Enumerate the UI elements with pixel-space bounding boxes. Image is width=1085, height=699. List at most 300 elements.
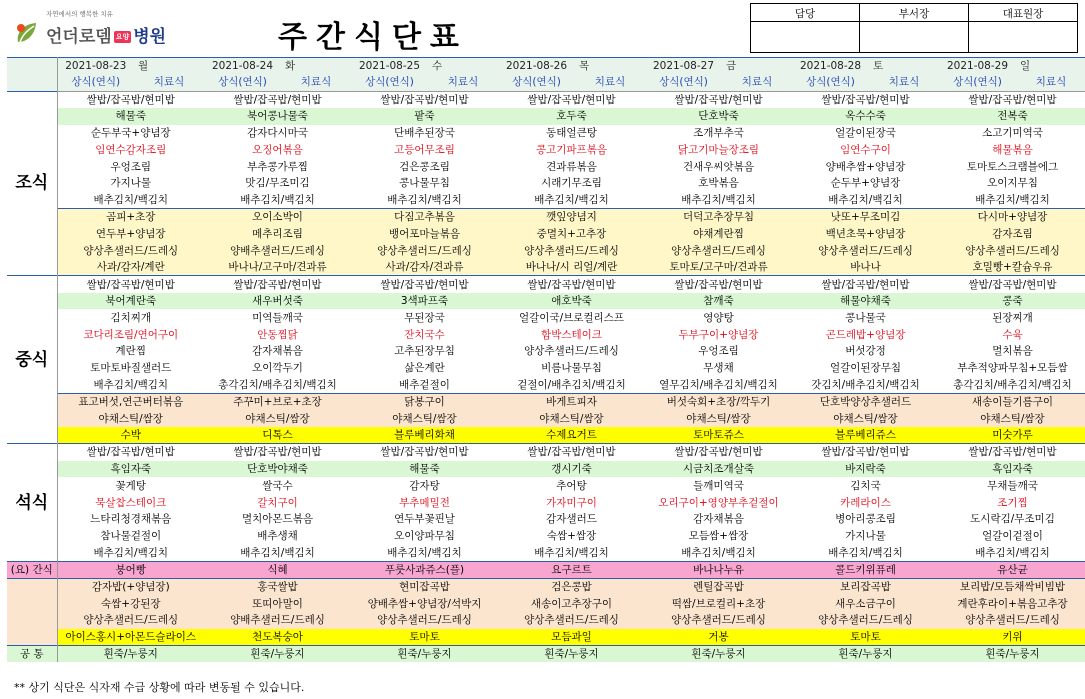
meal-type-cell: 치료식 bbox=[428, 74, 498, 91]
weekday-cell: 월 bbox=[134, 58, 204, 75]
menu-item-cell: 배추김치/백김치 bbox=[204, 545, 351, 562]
menu-item-cell: 뱅어포마늘볶음 bbox=[351, 225, 498, 242]
menu-item-cell: 곰피+초장 bbox=[57, 209, 204, 226]
common-item-cell: 흰죽/누룽지 bbox=[204, 646, 351, 663]
meal-type-cell: 상식(연식) bbox=[939, 74, 1016, 91]
menu-item-cell: 바나나 bbox=[792, 259, 939, 276]
date-cell: 2021-08-26 bbox=[498, 58, 575, 75]
page-title: 주간식단표 bbox=[278, 20, 468, 55]
approval-label: 담당 bbox=[751, 4, 860, 22]
menu-row bbox=[7, 108, 1085, 125]
menu-item-cell: 배추겉절이 bbox=[351, 377, 498, 394]
menu-item-cell: 배추김치/백김치 bbox=[645, 545, 792, 562]
menu-item-cell: 전복죽 bbox=[939, 108, 1085, 125]
menu-item-cell: 감자채볶음 bbox=[204, 343, 351, 360]
menu-item-cell: 버섯숙회+초장/깍두기 bbox=[645, 393, 792, 410]
common-item-cell: 흰죽/누룽지 bbox=[57, 646, 204, 663]
menu-item-cell: 야채스틱/쌈장 bbox=[204, 410, 351, 427]
menu-item-cell: 곤드레밥+양념장 bbox=[792, 326, 939, 343]
common-label: 공 통 bbox=[7, 646, 57, 663]
menu-item-cell: 동태얼큰탕 bbox=[498, 125, 645, 142]
menu-item-cell: 양배추샐러드/드레싱 bbox=[204, 612, 351, 629]
footnote: ** 상기 식단은 식자재 수급 상황에 따라 변동될 수 있습니다. bbox=[14, 681, 305, 694]
snack-label: (요) 간식 bbox=[7, 561, 57, 578]
menu-item-cell: 새우버섯죽 bbox=[204, 293, 351, 310]
date-cell: 2021-08-27 bbox=[645, 58, 722, 75]
menu-item-cell: 부추적양파무침+모듬쌈 bbox=[939, 360, 1085, 377]
menu-item-cell: 애호박죽 bbox=[498, 293, 645, 310]
menu-item-cell: 콩죽 bbox=[939, 293, 1085, 310]
menu-item-cell: 바지락죽 bbox=[792, 461, 939, 478]
menu-item-cell: 임연수감자조림 bbox=[57, 141, 204, 158]
menu-item-cell: 가지나물 bbox=[57, 175, 204, 192]
menu-item-cell: 수박 bbox=[57, 427, 204, 444]
weekday-cell: 일 bbox=[1016, 58, 1085, 75]
menu-item-cell: 시래기무조림 bbox=[498, 175, 645, 192]
meal-section-label: 중식 bbox=[7, 276, 57, 444]
menu-item-cell: 가자미구이 bbox=[498, 494, 645, 511]
menu-item-cell: 배추김치/백김치 bbox=[498, 192, 645, 209]
menu-item-cell: 아이스홍시+아몬드슬라이스 bbox=[57, 629, 204, 646]
menu-item-cell: 참나물겉절이 bbox=[57, 528, 204, 545]
menu-item-cell: 모듬쌈+쌈장 bbox=[645, 528, 792, 545]
menu-item-cell: 오이소박이 bbox=[204, 209, 351, 226]
menu-item-cell: 감자채볶음 bbox=[645, 511, 792, 528]
menu-row bbox=[7, 595, 1085, 612]
menu-item-cell: 영양탕 bbox=[645, 309, 792, 326]
menu-item-cell: 숙쌈+강된장 bbox=[57, 595, 204, 612]
menu-item-cell: 함박스테이크 bbox=[498, 326, 645, 343]
meal-type-cell: 치료식 bbox=[281, 74, 351, 91]
snack-item-cell: 콜드키위퓨레 bbox=[792, 561, 939, 578]
menu-row bbox=[7, 192, 1085, 209]
menu-item-cell: 배추김치/백김치 bbox=[351, 545, 498, 562]
menu-item-cell: 겉절이/배추김치/백김치 bbox=[498, 377, 645, 394]
menu-item-cell: 콩고기파프볶음 bbox=[498, 141, 645, 158]
menu-item-cell: 쌀밥/잡곡밥/현미밥 bbox=[204, 276, 351, 293]
menu-item-cell: 총각김치/배추김치/백김치 bbox=[939, 377, 1085, 394]
menu-row bbox=[7, 427, 1085, 444]
meal-type-cell: 치료식 bbox=[134, 74, 204, 91]
menu-item-cell: 양배추쌈+양념장 bbox=[792, 158, 939, 175]
menu-item-cell: 버섯강정 bbox=[792, 343, 939, 360]
menu-item-cell: 쌀밥/잡곡밥/현미밥 bbox=[204, 91, 351, 108]
menu-row bbox=[7, 578, 1085, 595]
menu-item-cell: 야채계란찜 bbox=[645, 225, 792, 242]
snack-item-cell: 푸룻사과쥬스(플) bbox=[351, 561, 498, 578]
menu-item-cell: 양상추샐러드/드레싱 bbox=[498, 242, 645, 259]
menu-item-cell: 양상추샐러드/드레싱 bbox=[351, 612, 498, 629]
meal-section-label: 석식 bbox=[7, 444, 57, 562]
menu-item-cell: 열무김치/배추김치/백김치 bbox=[645, 377, 792, 394]
meal-type-cell: 상식(연식) bbox=[351, 74, 428, 91]
menu-item-cell: 단호박양상추샐러드 bbox=[792, 393, 939, 410]
menu-item-cell: 소고기미역국 bbox=[939, 125, 1085, 142]
menu-item-cell: 수육 bbox=[939, 326, 1085, 343]
menu-item-cell: 삶은계란 bbox=[351, 360, 498, 377]
menu-row bbox=[7, 309, 1085, 326]
menu-item-cell: 호박볶음 bbox=[645, 175, 792, 192]
menu-item-cell: 양상추샐러드/드레싱 bbox=[792, 612, 939, 629]
menu-item-cell: 부추콩가루찜 bbox=[204, 158, 351, 175]
menu-item-cell: 얼갈이된장국 bbox=[792, 125, 939, 142]
menu-item-cell: 거봉 bbox=[645, 629, 792, 646]
menu-item-cell: 옥수수죽 bbox=[792, 108, 939, 125]
common-item-cell: 흰죽/누룽지 bbox=[645, 646, 792, 663]
menu-item-cell: 주꾸미+브로+초장 bbox=[204, 393, 351, 410]
menu-item-cell: 호두죽 bbox=[498, 108, 645, 125]
signature-cell[interactable] bbox=[751, 22, 860, 53]
menu-item-cell: 미숫가루 bbox=[939, 427, 1085, 444]
menu-item-cell: 감자샐러드 bbox=[498, 511, 645, 528]
menu-item-cell: 양상추샐러드/드레싱 bbox=[645, 612, 792, 629]
menu-row bbox=[7, 276, 1085, 293]
menu-item-cell: 조기찜 bbox=[939, 494, 1085, 511]
menu-item-cell: 쌀밥/잡곡밥/현미밥 bbox=[792, 276, 939, 293]
menu-row bbox=[7, 91, 1085, 108]
menu-item-cell: 감자다시마국 bbox=[204, 125, 351, 142]
date-cell: 2021-08-28 bbox=[792, 58, 869, 75]
menu-row bbox=[7, 293, 1085, 310]
menu-row bbox=[7, 242, 1085, 259]
menu-item-cell: 다짐고추볶음 bbox=[351, 209, 498, 226]
menu-item-cell: 현미잡곡밥 bbox=[351, 578, 498, 595]
meal-type-cell: 상식(연식) bbox=[57, 74, 134, 91]
menu-item-cell: 홍국쌀밥 bbox=[204, 578, 351, 595]
menu-row bbox=[7, 175, 1085, 192]
menu-item-cell: 배추김치/백김치 bbox=[939, 192, 1085, 209]
date-cell: 2021-08-29 bbox=[939, 58, 1016, 75]
menu-item-cell: 조개부추국 bbox=[645, 125, 792, 142]
menu-row bbox=[7, 225, 1085, 242]
menu-item-cell: 블루베리쥬스 bbox=[792, 427, 939, 444]
menu-item-cell: 참깨죽 bbox=[645, 293, 792, 310]
menu-item-cell: 안동찜닭 bbox=[204, 326, 351, 343]
menu-row bbox=[7, 326, 1085, 343]
menu-item-cell: 토마토쥬스 bbox=[645, 427, 792, 444]
snack-row bbox=[7, 561, 1085, 578]
menu-item-cell: 팥죽 bbox=[351, 108, 498, 125]
snack-item-cell: 유산균 bbox=[939, 561, 1085, 578]
menu-item-cell: 렌틸잡곡밥 bbox=[645, 578, 792, 595]
menu-item-cell: 천도복숭아 bbox=[204, 629, 351, 646]
snack-item-cell: 식혜 bbox=[204, 561, 351, 578]
weekday-cell: 화 bbox=[281, 58, 351, 75]
menu-row bbox=[7, 141, 1085, 158]
menu-item-cell: 닭봉구이 bbox=[351, 393, 498, 410]
menu-item-cell: 감자조림 bbox=[939, 225, 1085, 242]
menu-item-cell: 순두부국+양념장 bbox=[57, 125, 204, 142]
menu-item-cell: 쌀밥/잡곡밥/현미밥 bbox=[57, 276, 204, 293]
logo-name-a: 언더로뎀 bbox=[46, 27, 112, 47]
meal-type-cell: 치료식 bbox=[722, 74, 792, 91]
logo-tagline: 자연에서의 행복한 치유 bbox=[46, 10, 113, 18]
meal-type-cell: 상식(연식) bbox=[645, 74, 722, 91]
menu-item-cell: 코다리조림/연어구이 bbox=[57, 326, 204, 343]
menu-item-cell: 배추김치/백김치 bbox=[792, 192, 939, 209]
menu-item-cell: 야채스틱/쌈장 bbox=[792, 410, 939, 427]
menu-item-cell: 떡쌈/브로컬리+초장 bbox=[645, 595, 792, 612]
menu-item-cell: 얼갈이겉절이 bbox=[939, 528, 1085, 545]
menu-item-cell: 쌀밥/잡곡밥/현미밥 bbox=[792, 91, 939, 108]
menu-item-cell: 양상추샐러드/드레싱 bbox=[498, 612, 645, 629]
date-cell: 2021-08-24 bbox=[204, 58, 281, 75]
menu-item-cell: 들깨미역국 bbox=[645, 477, 792, 494]
menu-item-cell: 북어계란죽 bbox=[57, 293, 204, 310]
menu-item-cell: 낫또+무조미김 bbox=[792, 209, 939, 226]
menu-item-cell: 닭고기마늘장조림 bbox=[645, 141, 792, 158]
menu-item-cell: 배추김치/백김치 bbox=[57, 192, 204, 209]
meal-type-cell: 치료식 bbox=[1016, 74, 1085, 91]
menu-item-cell: 해물볶음 bbox=[939, 141, 1085, 158]
menu-item-cell: 보리잡곡밥 bbox=[792, 578, 939, 595]
menu-item-cell: 배추김치/백김치 bbox=[351, 192, 498, 209]
menu-item-cell: 쌀밥/잡곡밥/현미밥 bbox=[645, 444, 792, 461]
meal-type-cell: 치료식 bbox=[869, 74, 939, 91]
menu-item-cell: 해물죽 bbox=[351, 461, 498, 478]
menu-item-cell: 고등어무조림 bbox=[351, 141, 498, 158]
menu-item-cell: 중멸치+고추장 bbox=[498, 225, 645, 242]
menu-item-cell: 배추김치/백김치 bbox=[939, 545, 1085, 562]
menu-item-cell: 비름나물무침 bbox=[498, 360, 645, 377]
menu-item-cell: 토마토스크램블에그 bbox=[939, 158, 1085, 175]
menu-item-cell: 키위 bbox=[939, 629, 1085, 646]
menu-item-cell: 배추김치/백김치 bbox=[204, 192, 351, 209]
menu-item-cell: 새송이들기름구이 bbox=[939, 393, 1085, 410]
menu-item-cell: 해물야채죽 bbox=[792, 293, 939, 310]
menu-item-cell: 쌀밥/잡곡밥/현미밥 bbox=[939, 91, 1085, 108]
menu-item-cell: 수제요거트 bbox=[498, 427, 645, 444]
menu-item-cell: 쌀밥/잡곡밥/현미밥 bbox=[645, 91, 792, 108]
menu-item-cell: 검은콩조림 bbox=[351, 158, 498, 175]
menu-item-cell: 바나나/고구마/견과류 bbox=[204, 259, 351, 276]
menu-item-cell: 쌀밥/잡곡밥/현미밥 bbox=[57, 444, 204, 461]
menu-item-cell: 계란후라이+볶음고추장 bbox=[939, 595, 1085, 612]
approval-label: 대표원장 bbox=[969, 4, 1078, 22]
weekday-cell: 목 bbox=[575, 58, 645, 75]
snack-item-cell: 붕어빵 bbox=[57, 561, 204, 578]
menu-item-cell: 우엉조림 bbox=[57, 158, 204, 175]
menu-item-cell: 가지나물 bbox=[792, 528, 939, 545]
menu-row bbox=[7, 477, 1085, 494]
menu-item-cell: 모듬과일 bbox=[498, 629, 645, 646]
menu-item-cell: 무된장국 bbox=[351, 309, 498, 326]
menu-item-cell: 양상추샐러드/드레싱 bbox=[792, 242, 939, 259]
menu-item-cell: 견과류볶음 bbox=[498, 158, 645, 175]
menu-item-cell: 꽃게탕 bbox=[57, 477, 204, 494]
menu-row bbox=[7, 629, 1085, 646]
leaf-logo-icon bbox=[14, 20, 40, 46]
menu-row bbox=[7, 444, 1085, 461]
menu-item-cell: 양배추쌈+양념장/석박지 bbox=[351, 595, 498, 612]
menu-item-cell: 양상추샐러드/드레싱 bbox=[57, 612, 204, 629]
menu-item-cell: 야채스틱/쌈장 bbox=[645, 410, 792, 427]
menu-item-cell: 배추김치/백김치 bbox=[57, 545, 204, 562]
menu-item-cell: 쌀밥/잡곡밥/현미밥 bbox=[351, 91, 498, 108]
extra-section-label bbox=[7, 578, 57, 645]
menu-item-cell: 계란찜 bbox=[57, 343, 204, 360]
menu-item-cell: 도시락김/무조미김 bbox=[939, 511, 1085, 528]
menu-item-cell: 디톡스 bbox=[204, 427, 351, 444]
menu-item-cell: 양상추샐러드/드레싱 bbox=[939, 242, 1085, 259]
menu-item-cell: 감자탕 bbox=[351, 477, 498, 494]
snack-item-cell: 바나나누유 bbox=[645, 561, 792, 578]
menu-item-cell: 야채스틱/쌈장 bbox=[939, 410, 1085, 427]
menu-item-cell: 깻잎양념지 bbox=[498, 209, 645, 226]
menu-item-cell: 또띠아말이 bbox=[204, 595, 351, 612]
menu-item-cell: 감자밥(+양념장) bbox=[57, 578, 204, 595]
menu-item-cell: 얼갈이국/브로컬리스프 bbox=[498, 309, 645, 326]
menu-item-cell: 숙쌈+쌈장 bbox=[498, 528, 645, 545]
menu-row bbox=[7, 259, 1085, 276]
menu-item-cell: 쌀밥/잡곡밥/현미밥 bbox=[498, 276, 645, 293]
menu-item-cell: 연두부+양념장 bbox=[57, 225, 204, 242]
menu-item-cell: 토마토/고구마/견과류 bbox=[645, 259, 792, 276]
menu-item-cell: 야채스틱/쌈장 bbox=[57, 410, 204, 427]
menu-item-cell: 배추생채 bbox=[204, 528, 351, 545]
meal-type-cell: 치료식 bbox=[575, 74, 645, 91]
menu-row bbox=[7, 461, 1085, 478]
menu-item-cell: 호밀빵+칼슘우유 bbox=[939, 259, 1085, 276]
menu-item-cell: 느타리청경채볶음 bbox=[57, 511, 204, 528]
snack-item-cell: 요구르트 bbox=[498, 561, 645, 578]
menu-item-cell: 쌀밥/잡곡밥/현미밥 bbox=[939, 276, 1085, 293]
menu-item-cell: 고추된장무침 bbox=[351, 343, 498, 360]
menu-item-cell: 배추김치/백김치 bbox=[57, 377, 204, 394]
signature-cell[interactable] bbox=[969, 22, 1078, 53]
menu-item-cell: 오이양파무침 bbox=[351, 528, 498, 545]
menu-row bbox=[7, 410, 1085, 427]
meal-type-cell: 상식(연식) bbox=[204, 74, 281, 91]
menu-item-cell: 더덕고추장무침 bbox=[645, 209, 792, 226]
menu-item-cell: 토마토바질샐러드 bbox=[57, 360, 204, 377]
menu-item-cell: 오리구이+영양부추겉절이 bbox=[645, 494, 792, 511]
menu-item-cell: 우엉조림 bbox=[645, 343, 792, 360]
menu-item-cell: 미역들깨국 bbox=[204, 309, 351, 326]
menu-item-cell: 쌀밥/잡곡밥/현미밥 bbox=[351, 444, 498, 461]
menu-item-cell: 북어콩나물죽 bbox=[204, 108, 351, 125]
menu-item-cell: 토마토 bbox=[792, 629, 939, 646]
menu-item-cell: 보리밥/모듬채싹비빔밥 bbox=[939, 578, 1085, 595]
menu-item-cell: 카레라이스 bbox=[792, 494, 939, 511]
menu-item-cell: 무생채 bbox=[645, 360, 792, 377]
meal-type-cell: 상식(연식) bbox=[792, 74, 869, 91]
menu-item-cell: 콩나물국 bbox=[792, 309, 939, 326]
menu-item-cell: 총각김치/배추김치/백김치 bbox=[204, 377, 351, 394]
menu-item-cell: 콩나물무침 bbox=[351, 175, 498, 192]
menu-item-cell: 쌀밥/잡곡밥/현미밥 bbox=[792, 444, 939, 461]
meal-type-cell: 상식(연식) bbox=[498, 74, 575, 91]
common-item-cell: 흰죽/누룽지 bbox=[351, 646, 498, 663]
weekday-cell: 토 bbox=[869, 58, 939, 75]
menu-row bbox=[7, 494, 1085, 511]
menu-item-cell: 사과/감자/계란 bbox=[57, 259, 204, 276]
menu-row bbox=[7, 511, 1085, 528]
logo-badge: 요양 bbox=[115, 33, 130, 41]
menu-item-cell: 토마토 bbox=[351, 629, 498, 646]
common-item-cell: 흰죽/누룽지 bbox=[939, 646, 1085, 663]
menu-item-cell: 바나나/시 리얼/계란 bbox=[498, 259, 645, 276]
menu-item-cell: 얼갈이된장무침 bbox=[792, 360, 939, 377]
menu-item-cell: 김치국 bbox=[792, 477, 939, 494]
menu-item-cell: 흑임자죽 bbox=[939, 461, 1085, 478]
common-item-cell: 흰죽/누룽지 bbox=[792, 646, 939, 663]
menu-item-cell: 멸치볶음 bbox=[939, 343, 1085, 360]
menu-item-cell: 3색파프죽 bbox=[351, 293, 498, 310]
menu-item-cell: 배추김치/백김치 bbox=[792, 545, 939, 562]
menu-row bbox=[7, 125, 1085, 142]
date-cell: 2021-08-25 bbox=[351, 58, 428, 75]
menu-item-cell: 새우소금구이 bbox=[792, 595, 939, 612]
approval-label: 부서장 bbox=[860, 4, 969, 22]
menu-item-cell: 양상추샐러드/드레싱 bbox=[498, 343, 645, 360]
approval-box bbox=[750, 3, 1078, 53]
menu-item-cell: 백년초묵+양념장 bbox=[792, 225, 939, 242]
hospital-logo bbox=[14, 6, 184, 52]
menu-item-cell: 갓김치/배추김치/백김치 bbox=[792, 377, 939, 394]
menu-item-cell: 추어탕 bbox=[498, 477, 645, 494]
menu-row bbox=[7, 209, 1085, 226]
menu-item-cell: 검은콩밥 bbox=[498, 578, 645, 595]
menu-item-cell: 맛김/무조미김 bbox=[204, 175, 351, 192]
menu-item-cell: 쌀밥/잡곡밥/현미밥 bbox=[204, 444, 351, 461]
corner-cell bbox=[7, 58, 57, 92]
meal-type-row bbox=[7, 74, 1085, 91]
menu-item-cell: 해물죽 bbox=[57, 108, 204, 125]
menu-item-cell: 쌀밥/잡곡밥/현미밥 bbox=[351, 276, 498, 293]
menu-item-cell: 쌀국수 bbox=[204, 477, 351, 494]
menu-row bbox=[7, 612, 1085, 629]
menu-item-cell: 오이지무침 bbox=[939, 175, 1085, 192]
menu-item-cell: 병아리콩조림 bbox=[792, 511, 939, 528]
meal-section-label: 조식 bbox=[7, 91, 57, 276]
weekly-menu-table bbox=[7, 57, 1085, 662]
menu-row bbox=[7, 545, 1085, 562]
weekday-cell: 금 bbox=[722, 58, 792, 75]
menu-item-cell: 양상추샐러드/드레싱 bbox=[939, 612, 1085, 629]
common-row bbox=[7, 646, 1085, 663]
menu-item-cell: 양상추샐러드/드레싱 bbox=[351, 242, 498, 259]
menu-row bbox=[7, 377, 1085, 394]
menu-row bbox=[7, 393, 1085, 410]
menu-item-cell: 쌀밥/잡곡밥/현미밥 bbox=[939, 444, 1085, 461]
signature-cell[interactable] bbox=[860, 22, 969, 53]
menu-row bbox=[7, 528, 1085, 545]
menu-item-cell: 무채들깨국 bbox=[939, 477, 1085, 494]
menu-item-cell: 멸치아몬드볶음 bbox=[204, 511, 351, 528]
menu-item-cell: 된장찌개 bbox=[939, 309, 1085, 326]
menu-item-cell: 야채스틱/쌈장 bbox=[498, 410, 645, 427]
menu-item-cell: 새송이고추장구이 bbox=[498, 595, 645, 612]
menu-item-cell: 다시마+양념장 bbox=[939, 209, 1085, 226]
menu-item-cell: 임연수구이 bbox=[792, 141, 939, 158]
menu-item-cell: 쌀밥/잡곡밥/현미밥 bbox=[498, 91, 645, 108]
menu-item-cell: 단호박죽 bbox=[645, 108, 792, 125]
menu-item-cell: 야채스틱/쌈장 bbox=[351, 410, 498, 427]
logo-name bbox=[46, 22, 166, 47]
menu-item-cell: 갈치구이 bbox=[204, 494, 351, 511]
menu-item-cell: 사과/감자/견과류 bbox=[351, 259, 498, 276]
menu-item-cell: 단호박야채죽 bbox=[204, 461, 351, 478]
menu-item-cell: 표고버섯,연근버터볶음 bbox=[57, 393, 204, 410]
menu-item-cell: 쌀밥/잡곡밥/현미밥 bbox=[645, 276, 792, 293]
header bbox=[0, 0, 1085, 58]
menu-item-cell: 쌀밥/잡곡밥/현미밥 bbox=[498, 444, 645, 461]
menu-item-cell: 흑임자죽 bbox=[57, 461, 204, 478]
logo-name-b: 병원 bbox=[133, 27, 167, 47]
menu-item-cell: 시금치조개살죽 bbox=[645, 461, 792, 478]
menu-item-cell: 김치찌개 bbox=[57, 309, 204, 326]
